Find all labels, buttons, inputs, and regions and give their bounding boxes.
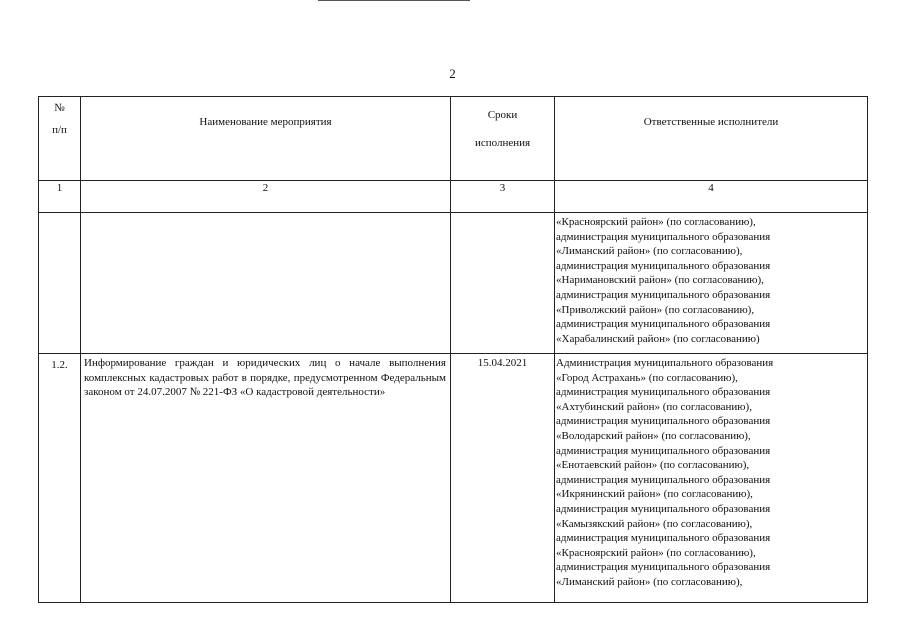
responsible-line: администрация муниципального образования bbox=[556, 532, 771, 545]
cell-number-empty bbox=[39, 213, 81, 354]
responsible-line: администрация муниципального образования bbox=[556, 444, 771, 457]
column-number: 1 bbox=[39, 181, 81, 213]
responsible-line: «Ахтубинский район» (по согласованию), bbox=[556, 400, 752, 413]
top-rule bbox=[318, 0, 470, 1]
column-number-row bbox=[39, 181, 868, 213]
responsible-line: Администрация муниципального образования bbox=[556, 357, 774, 369]
responsible-line: «Красноярский район» (по согласованию), bbox=[556, 546, 756, 559]
responsible-line: администрация муниципального образования bbox=[556, 259, 771, 272]
cell-responsible bbox=[555, 354, 868, 603]
responsible-line: «Красноярский район» (по согласованию), bbox=[556, 216, 756, 228]
responsible-line: «Наримановский район» (по согласованию), bbox=[556, 274, 764, 287]
cell-date-empty bbox=[451, 213, 555, 354]
responsible-line: администрация муниципального образования bbox=[556, 502, 771, 515]
responsible-line: администрация муниципального образования bbox=[556, 318, 771, 331]
activities-table bbox=[38, 96, 868, 603]
header-activity-name: Наименование мероприятия bbox=[81, 97, 451, 181]
cell-date: 15.04.2021 bbox=[451, 354, 555, 603]
responsible-line: администрация муниципального образования bbox=[556, 473, 771, 486]
column-number: 4 bbox=[555, 181, 868, 213]
header-number: № п/п bbox=[39, 97, 81, 181]
cell-activity-name: Информирование граждан и юридических лиц о начале выполнения комплексных кадастровых работ в порядке, предусмотренном Федеральным законом от 24.07.2007 № 221-ФЗ «О кадастровой деятельности» bbox=[81, 354, 451, 603]
responsible-line: администрация муниципального образования bbox=[556, 561, 771, 574]
header-deadline: Сроки исполнения bbox=[451, 97, 555, 181]
cell-responsible bbox=[555, 213, 868, 354]
responsible-line: «Камызякский район» (по согласованию), bbox=[556, 517, 753, 530]
responsible-line: администрация муниципального образования bbox=[556, 288, 771, 301]
cell-number: 1.2. bbox=[39, 354, 81, 603]
column-number: 2 bbox=[81, 181, 451, 213]
header-responsible: Ответственные исполнители bbox=[555, 97, 868, 181]
table-header-row bbox=[39, 97, 868, 181]
responsible-line: администрация муниципального образования bbox=[556, 386, 771, 399]
responsible-line: «Город Астрахань» (по согласованию), bbox=[556, 371, 738, 384]
responsible-line: администрация муниципального образования bbox=[556, 230, 771, 243]
table-row-continued bbox=[39, 213, 868, 354]
responsible-line: администрация муниципального образования bbox=[556, 415, 771, 428]
responsible-line: «Володарский район» (по согласованию), bbox=[556, 429, 751, 442]
cell-name-empty bbox=[81, 213, 451, 354]
table-row-1-2 bbox=[39, 354, 868, 603]
responsible-line: «Приволжский район» (по согласованию), bbox=[556, 303, 755, 316]
responsible-line: «Лиманский район» (по согласованию), bbox=[556, 575, 743, 588]
responsible-line: «Харабалинский район» (по согласованию) bbox=[556, 332, 760, 345]
responsible-line: «Икрянинский район» (по согласованию), bbox=[556, 488, 753, 501]
responsible-line: «Енотаевский район» (по согласованию), bbox=[556, 459, 750, 472]
column-number: 3 bbox=[451, 181, 555, 213]
page-number: 2 bbox=[449, 66, 456, 81]
responsible-line: «Лиманский район» (по согласованию), bbox=[556, 245, 743, 258]
